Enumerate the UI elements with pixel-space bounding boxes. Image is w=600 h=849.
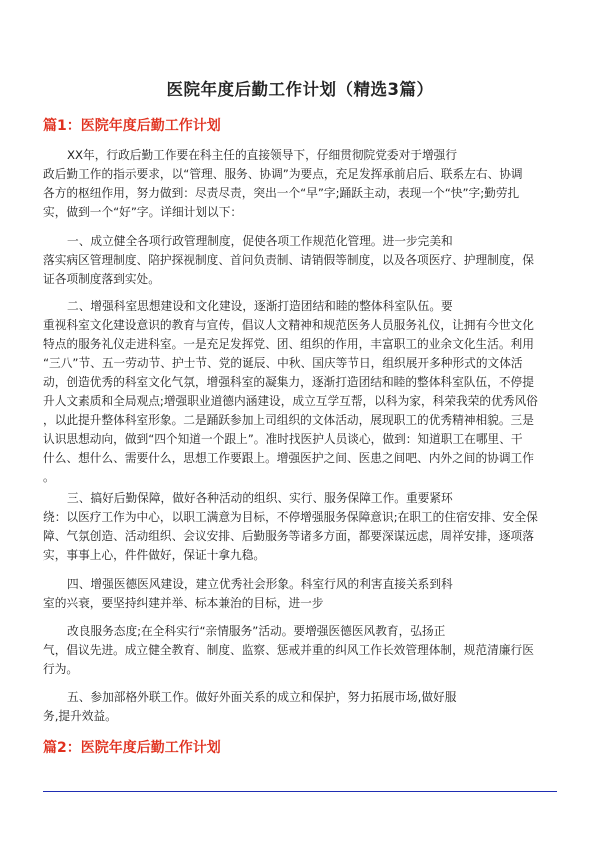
paragraph-intro [43, 146, 563, 222]
text-line: 五、参加部格外联工作。做好外面关系的成立和保护，努力拓展市场,做好服 [67, 690, 457, 704]
document-title: 医院年度后勤工作计划（精选3篇） [166, 80, 434, 99]
paragraph-item-5 [43, 688, 563, 726]
section-2-heading: 篇2：医院年度后勤工作计划 [43, 740, 221, 756]
text-line: 落实病区管理制度、陪护探视制度、首问负责制、请销假等制度，以及各项医疗、护理制度，保 [43, 253, 534, 267]
text-line: ，以此提升整体科室形象。二是踊跃参加上司组织的文体活动，展现职工的优秀精神相貌。三是 [43, 413, 534, 427]
text-line: 行为。 [43, 662, 79, 676]
section-1-heading: 篇1：医院年度后勤工作计划 [43, 118, 221, 134]
footer-divider [43, 791, 557, 792]
text-line: 务,提升效益。 [43, 709, 117, 723]
paragraph-item-4 [43, 575, 563, 613]
text-line: 动，创造优秀的科室文化气氛，增强科室的凝集力，逐渐打造团结和睦的整体科室队伍，不停提 [43, 375, 534, 389]
text-line: 改良服务态度;在全科实行“亲情服务”活动。要增强医德医风教育，弘扬正 [67, 624, 446, 638]
text-line: 。 [43, 470, 55, 484]
text-line: 实，做到一个“好”字。详细计划以下： [43, 205, 243, 219]
paragraph-item-2 [43, 297, 563, 487]
text-line: 绕：以医疗工作为中心，以职工满意为目标，不停增强服务保障意识;在职工的住宿安排、安全保 [43, 510, 538, 524]
text-line: 三、搞好后勤保障，做好各种活动的组织、实行、服务保障工作。重要紧环 [67, 491, 453, 505]
text-line: 气，倡议先进。成立健全教育、制度、监察、惩戒并重的纠风工作长效管理体制，规范清廉行医 [43, 643, 534, 657]
paragraph-item-4-continued [43, 622, 563, 679]
text-line: “三八”节、五一劳动节、护士节、党的诞辰、中秋、国庆等节日，组织展开多种形式的文体活 [43, 356, 523, 370]
text-line: 特点的服务礼仪走进科室。一是充足发挥党、团、组织的作用，丰富职工的业余文化生活。利用 [43, 337, 534, 351]
text-line: 实，事事上心，件件做好，保证十拿九稳。 [43, 548, 266, 562]
text-line: 政后勤工作的指示要求，以“管理、服务、协调”为要点，充足发挥承前启后、联系左右、协调 [43, 167, 523, 181]
text-line: 认识思想动向，做到“四个知道一个跟上”。准时找医护人员谈心，做到：知道职工在哪里、干 [43, 432, 523, 446]
text-line: 升人文素质和全局观点;增强职业道德内涵建设，成立互学互帮，以科为家，科荣我荣的优秀风俗 [43, 394, 538, 408]
text-line: 证各项制度落到实处。 [43, 272, 160, 286]
text-line: 四、增强医德医风建设，建立优秀社会形象。科室行风的利害直接关系到科 [67, 577, 453, 591]
paragraph-item-1 [43, 232, 563, 289]
text-line: 什么、想什么、需要什么，思想工作要跟上。增强医护之间、医患之间吧、内外之间的协调工作 [43, 451, 534, 465]
text-line: 障、气氛创造、活动组织、会议安排、后勤服务等诸多方面，都要深谋远虑，周祥安排，逐项落 [43, 529, 534, 543]
text-line: 一、成立健全各项行政管理制度，促使各项工作规范化管理。进一步完美和 [67, 234, 453, 248]
text-line: 重视科室文化建设意识的教育与宣传，倡议人文精神和规范医务人员服务礼仪，让拥有今世文化 [43, 318, 534, 332]
text-line: 各方的枢纽作用，努力做到：尽责尽责，突出一个“早”字;踊跃主动，表现一个“快”字;勤劳扎 [43, 186, 520, 200]
text-line: XX年，行政后勤工作要在科主任的直接领导下，仔细贯彻院党委对于增强行 [67, 148, 458, 162]
text-line: 室的兴衰，要坚持纠建并举、标本兼治的目标，进一步 [43, 596, 324, 610]
paragraph-item-3 [43, 489, 563, 565]
text-line: 二、增强科室思想建设和文化建设，逐渐打造团结和睦的整体科室队伍。要 [67, 299, 453, 313]
